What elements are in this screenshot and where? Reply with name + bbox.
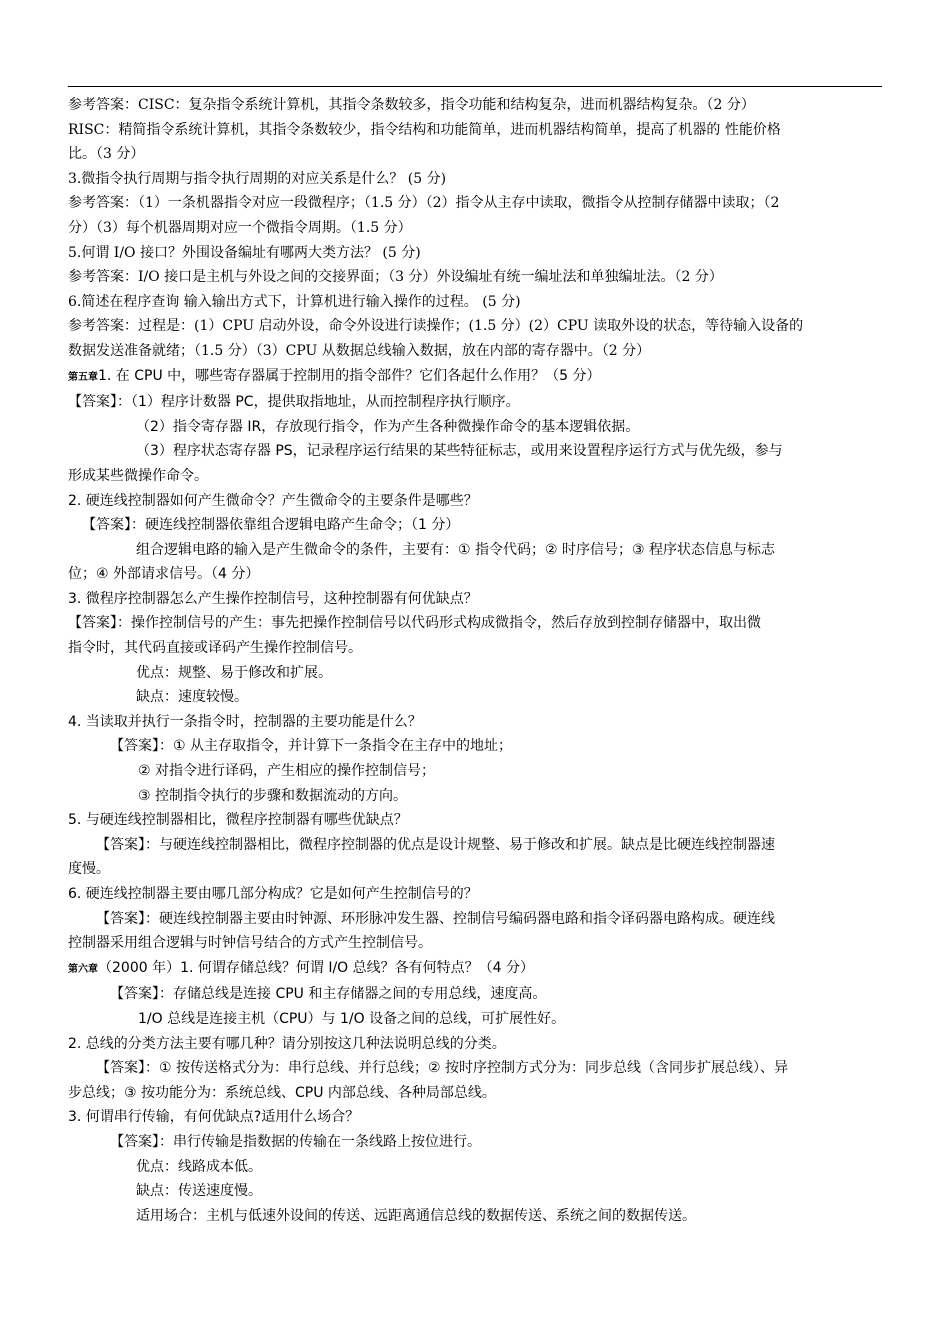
- question-line: 4. 当读取并执行一条指令时，控制器的主要功能是什么？: [68, 713, 422, 730]
- answer-line: 优点：规整、易于修改和扩展。: [136, 664, 332, 681]
- answer-line: 【答案】：① 按传送格式分为：串行总线、并行总线；② 按时序控制方式分为：同步总线（含同步扩展总线）、异: [96, 1060, 788, 1077]
- answer-line: 缺点：传送速度慢。: [136, 1183, 262, 1200]
- question-line: 5.何谓 I/O 接口？外围设备编址有哪两大类方法？ (5 分): [68, 244, 421, 261]
- question-line: 6. 硬连线控制器主要由哪几部分构成？它是如何产生控制信号的？: [68, 886, 478, 902]
- chapter-label: 第五章: [68, 371, 98, 383]
- question-line: 2. 总线的分类方法主要有哪几种？请分别按这几种法说明总线的分类。: [68, 1035, 506, 1052]
- answer-line: 缺点：速度较慢。: [136, 689, 248, 706]
- answer-line: 参考答案：（1）一条机器指令对应一段微程序；（1.5 分）（2）指令从主存中读取，微指令从控制存储器中读取；（2: [68, 195, 780, 212]
- answer-line: 参考答案：CISC：复杂指令系统计算机，其指令条数较多，指令功能和结构复杂，进而机器结构复杂。（2 分）: [68, 97, 755, 113]
- answer-line: 控制器采用组合逻辑与时钟信号结合的方式产生控制信号。: [68, 935, 432, 952]
- answer-line: 【答案】：存储总线是连接 CPU 和主存储器之间的专用总线，速度高。: [110, 986, 547, 1003]
- answer-line: 适用场合：主机与低速外设间的传送、远距离通信总线的数据传送、系统之间的数据传送。: [136, 1207, 696, 1224]
- answer-line: 指令时，其代码直接或译码产生操作控制信号。: [68, 640, 362, 657]
- answer-line: 参考答案：I/O 接口是主机与外设之间的交接界面；（3 分）外设编址有统一编址法和单独编址法。（2 分）: [68, 269, 723, 286]
- question-line: 3.微指令执行周期与指令执行周期的对应关系是什么？ (5 分): [68, 170, 447, 187]
- answer-line: 【答案】：硬连线控制器主要由时钟源、环形脉冲发生器、控制信号编码器电路和指令译码器电路构成。硬连线: [96, 910, 775, 927]
- answer-line: （3）程序状态寄存器 PS，记录程序运行结果的某些特征标志，或用来设置程序运行方式与优先级，参与: [136, 443, 783, 460]
- answer-line: 【答案】：串行传输是指数据的传输在一条线路上按位进行。: [110, 1133, 481, 1150]
- question-line: 6.简述在程序查询 输入输出方式下，计算机进行输入操作的过程。 (5 分): [68, 293, 521, 310]
- chapter-question-line: [68, 956, 882, 983]
- answer-line: 分）（3）每个机器周期对应一个微指令周期。（1.5 分）: [68, 219, 412, 236]
- answer-line: 【答案】：硬连线控制器依靠组合逻辑电路产生命令；（1 分）: [82, 517, 460, 534]
- document-body: [68, 93, 882, 1228]
- answer-line: 步总线；③ 按功能分为：系统总线、CPU 内部总线、各种局部总线。: [68, 1084, 496, 1101]
- answer-line: 比。（3 分）: [68, 146, 145, 163]
- answer-line: 度慢。: [68, 861, 110, 878]
- answer-line: 【答案】：① 从主存取指令，并计算下一条指令在主存中的地址；: [110, 738, 512, 755]
- question-line: 3. 何谓串行传输，有何优缺点?适用什么场合？: [68, 1109, 360, 1126]
- question-line: 2. 硬连线控制器如何产生微命令？产生微命令的主要条件是哪些？: [68, 492, 478, 509]
- answer-line: 形成某些微操作命令。: [68, 467, 208, 484]
- question-text: （2000 年）1. 何谓存储总线？何谓 I/O 总线？各有何特点？（4 分）: [98, 959, 535, 976]
- answer-line: （2）指令寄存器 IR，存放现行指令，作为产生各种微操作命令的基本逻辑依据。: [136, 418, 640, 435]
- chapter-label: 第六章: [68, 963, 98, 975]
- answer-line: 位；④ 外部请求信号。（4 分）: [68, 566, 260, 583]
- answer-line: 1/O 总线是连接主机（CPU）与 1/O 设备之间的总线，可扩展性好。: [138, 1010, 566, 1027]
- header-rule: [68, 86, 882, 87]
- question-line: 3. 微程序控制器怎么产生操作控制信号，这种控制器有何优缺点？: [68, 590, 478, 607]
- answer-line: 组合逻辑电路的输入是产生微命令的条件，主要有：① 指令代码；② 时序信号；③ 程序状态信息与标志: [136, 541, 776, 558]
- answer-line: ③ 控制指令执行的步骤和数据流动的方向。: [138, 787, 407, 804]
- question-text: 1. 在 CPU 中，哪些寄存器属于控制用的指令部件？它们各起什么作用？（5 分）: [98, 367, 601, 384]
- answer-line: 参考答案：过程是：(1）CPU 启动外设，命令外设进行读操作；(1.5 分）(2）CPU 读取外设的状态，等待输入设备的: [68, 318, 804, 335]
- answer-line: 优点：线路成本低。: [136, 1158, 262, 1175]
- answer-line: 【答案】：（1）程序计数器 PC，提供取指地址，从而控制程序执行顺序。: [68, 394, 520, 411]
- answer-line: RISC：精简指令系统计算机，其指令条数较少，指令结构和功能简单，进而机器结构简单，提高了机器的 性能价格: [68, 121, 781, 138]
- question-line: 5. 与硬连线控制器相比，微程序控制器有哪些优缺点？: [68, 812, 408, 829]
- answer-line: 【答案】：操作控制信号的产生：事先把操作控制信号以代码形式构成微指令，然后存放到控制存储器中，取出微: [68, 615, 761, 632]
- chapter-question-line: [68, 364, 882, 391]
- answer-line: 【答案】：与硬连线控制器相比，微程序控制器的优点是设计规整、易于修改和扩展。缺点是比硬连线控制器速: [96, 836, 775, 853]
- answer-line: ② 对指令进行译码，产生相应的操作控制信号；: [138, 763, 435, 780]
- answer-line: 数据发送准备就绪；（1.5 分）（3）CPU 从数据总线输入数据，放在内部的寄存器中。（2 分）: [68, 342, 651, 359]
